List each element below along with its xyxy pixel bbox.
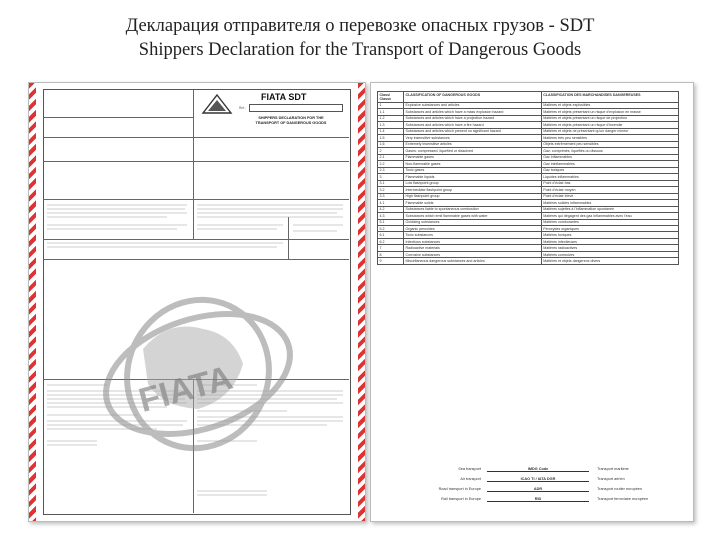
cell-en: Substances which emit flammable gases with water (404, 213, 542, 219)
cell-cls: 1.1 (378, 109, 404, 115)
cell-cls: 1.2 (378, 115, 404, 121)
cell-fr: Gaz inflammables (541, 154, 678, 160)
cell-fr: Matières et objets ne présentant qu'un danger mineur (541, 128, 678, 134)
cell-en: Toxic substances (404, 232, 542, 238)
form-line (43, 199, 349, 200)
form-declaration-lines (47, 381, 347, 511)
cell-en: Very insensitive substances (404, 135, 542, 141)
cell-cls: 6.1 (378, 232, 404, 238)
legend-arrow-icon (487, 491, 589, 492)
legend-arrow-icon (487, 471, 589, 472)
cell-fr: Point d'éclair bas (541, 180, 678, 186)
form-line (43, 137, 349, 138)
form-line (43, 161, 349, 162)
legend-right: Transport routier européen (597, 487, 643, 491)
form-line (43, 117, 193, 118)
form-text-lines (47, 201, 347, 257)
form-title: FIATA SDT (261, 92, 307, 102)
cell-en: Substances and articles which have a fire hazard (404, 122, 542, 128)
cell-cls: 6.2 (378, 238, 404, 244)
cell-fr: Objets extrêmement peu sensibles (541, 141, 678, 147)
cell-cls: 7 (378, 245, 404, 251)
cell-fr: Matières qui dégagent des gaz inflammables avec l'eau (541, 213, 678, 219)
form-line (43, 259, 349, 260)
cell-en: High flashpoint group (404, 193, 542, 199)
legend-left: Sea transport (458, 467, 481, 471)
cell-cls: 1 (378, 102, 404, 108)
cell-fr: Point d'éclair élevé (541, 193, 678, 199)
header-en: CLASSIFICATION OF DANGEROUS GOODS (404, 92, 542, 103)
cell-cls: 8 (378, 251, 404, 257)
cell-cls: 4.3 (378, 213, 404, 219)
cell-cls: 3.3 (378, 193, 404, 199)
cell-cls: 5.1 (378, 219, 404, 225)
slide-title (0, 14, 720, 62)
legend-code: ADR (493, 487, 583, 491)
cell-en: Intermediate flashpoint group (404, 187, 542, 193)
cell-cls: 1.6 (378, 141, 404, 147)
legend-arrow-icon (487, 481, 589, 482)
cell-en: Flammable gases (404, 154, 542, 160)
legend-row (401, 495, 671, 505)
cell-fr: Matières très peu sensibles (541, 135, 678, 141)
cell-fr: Matières et objets présentant un risque d'incendie (541, 122, 678, 128)
cell-cls: 4.2 (378, 206, 404, 212)
header-fr: CLASSIFICATION DES MARCHANDISES DANGEREUSES (541, 92, 678, 103)
legend-code: RID (493, 497, 583, 501)
red-border-stripe-left (29, 83, 36, 521)
form-body (43, 89, 351, 515)
ref-field (249, 104, 343, 112)
cell-fr: Matières et objets présentant un risque d'explosion en masse (541, 109, 678, 115)
cell-cls: 3.2 (378, 187, 404, 193)
legend-left: Road transport in Europe (438, 487, 481, 491)
cell-cls: 5.2 (378, 225, 404, 231)
cell-en: Oxidizing substances (404, 219, 542, 225)
cell-fr: Matières radioactives (541, 245, 678, 251)
cell-fr: Matières toxiques (541, 232, 678, 238)
ref-label: Ref.: (239, 106, 246, 110)
legend-left: Air transport (460, 477, 481, 481)
title-line-ru: Декларация отправителя о перевозке опасных грузов - SDT (125, 16, 595, 36)
legend-row (401, 475, 671, 485)
cell-en: Infectious substances (404, 238, 542, 244)
title-line-en: Shippers Declaration for the Transport of Dangerous Goods (138, 40, 582, 60)
cell-en: Miscellaneous dangerous substances and articles (404, 258, 542, 264)
cell-fr: Matières solides inflammables (541, 200, 678, 206)
form-subtitle (239, 116, 343, 125)
classification-table (377, 91, 679, 265)
legend-right: Transport ferroviaire européen (597, 497, 649, 501)
legend-right: Transport maritime (597, 467, 629, 471)
cell-en: Non-flammable gases (404, 161, 542, 167)
legend-arrow-icon (487, 501, 589, 502)
legend-code: ICAO TI / IATA DGR (493, 477, 583, 481)
cell-en: Low flashpoint group (404, 180, 542, 186)
cell-fr: Matières corrosives (541, 251, 678, 257)
legend-code: IMDG Code (493, 467, 583, 471)
cell-cls: 2.2 (378, 161, 404, 167)
fiata-logo-icon (201, 93, 233, 115)
cell-fr: Point d'éclair moyen (541, 187, 678, 193)
cell-en: Substances and articles which have a projection hazard (404, 115, 542, 121)
cell-cls: 3.1 (378, 180, 404, 186)
fiata-sdt-form (28, 82, 366, 522)
legend-left: Rail transport in Europe (441, 497, 481, 501)
cell-cls: 3 (378, 174, 404, 180)
cell-fr: Gaz ininflammables (541, 161, 678, 167)
watermark-text: FIATA (134, 358, 237, 420)
cell-cls: 9 (378, 258, 404, 264)
legend-right: Transport aérien (597, 477, 625, 481)
legend-row (401, 485, 671, 495)
cell-en: Gases: compressed, liquefied or dissolved (404, 148, 542, 154)
transport-legend (401, 465, 671, 505)
form-subtitle-line2: TRANSPORT OF DANGEROUS GOODS (255, 120, 327, 125)
cell-en: Radioactive materials (404, 245, 542, 251)
classification-table-doc (370, 82, 694, 522)
cell-en: Substances liable to spontaneous combustion (404, 206, 542, 212)
form-subtitle-line1: SHIPPERS DECLARATION FOR THE (258, 116, 324, 120)
cell-fr: Gaz toxiques (541, 167, 678, 173)
cell-fr: Liquides inflammables (541, 174, 678, 180)
cell-cls: 4.1 (378, 200, 404, 206)
cell-fr: Matières et objets dangereux divers (541, 258, 678, 264)
cell-fr: Gaz: comprimés, liquéfiés ou dissous (541, 148, 678, 154)
cell-cls: 1.4 (378, 128, 404, 134)
cell-en: Substances and articles which have a mass explosion hazard (404, 109, 542, 115)
cell-fr: Matières sujettes à l'inflammation spontanée (541, 206, 678, 212)
cell-en: Substances and articles which present no significant hazard (404, 128, 542, 134)
cell-fr: Matières et objets explosibles (541, 102, 678, 108)
cell-fr: Matières comburantes (541, 219, 678, 225)
cell-fr: Peroxydes organiques (541, 225, 678, 231)
cell-en: Flammable liquids (404, 174, 542, 180)
cell-cls: 2 (378, 148, 404, 154)
legend-row (401, 465, 671, 475)
cell-en: Explosive substances and articles (404, 102, 542, 108)
cell-en: Flammable solids (404, 200, 542, 206)
cell-fr: Matières et objets présentant un risque de projection (541, 115, 678, 121)
cell-cls: 1.3 (378, 122, 404, 128)
cell-cls: 2.3 (378, 167, 404, 173)
header-class: Class/ Classe (378, 92, 404, 103)
cell-cls: 1.5 (378, 135, 404, 141)
red-border-stripe-right (358, 83, 365, 521)
cell-fr: Matières infectieuses (541, 238, 678, 244)
cell-en: Corrosive substances (404, 251, 542, 257)
cell-en: Extremely insensitive articles (404, 141, 542, 147)
table-header-row (378, 92, 679, 103)
table-body (378, 102, 679, 264)
table-row (378, 258, 679, 264)
cell-en: Toxic gases (404, 167, 542, 173)
cell-cls: 2.1 (378, 154, 404, 160)
cell-en: Organic peroxides (404, 225, 542, 231)
